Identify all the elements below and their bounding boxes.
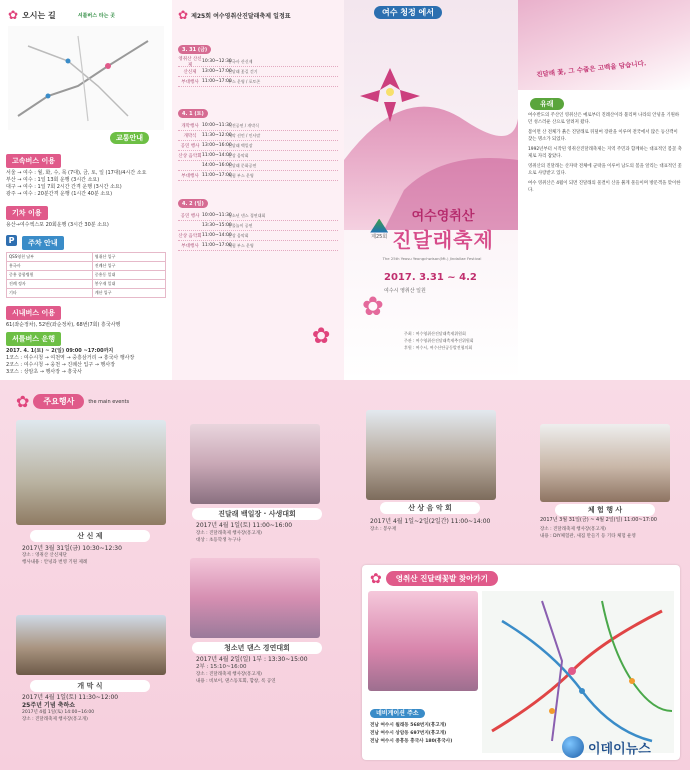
event-detail: 부스 운영 / 포토존 xyxy=(228,78,261,84)
event-info-line: 장소 : 봉우재 xyxy=(370,527,397,532)
shuttle-section xyxy=(6,326,166,376)
event-detail: 진달래 백일장 xyxy=(228,142,253,148)
event-date: 2017년 3월 31일(금) ~ 4월 2일(일) 11:00~17:00 xyxy=(540,517,657,523)
table-cell: 중흥 종합병원 xyxy=(7,271,93,280)
origin-panel xyxy=(518,0,690,380)
event-name: 부대행사 xyxy=(181,173,199,179)
day-date: 3. 31 (금) xyxy=(178,45,211,54)
table-cell: 기타 xyxy=(7,289,93,298)
event-info-line: 2017년 4월 1일(토) 14:00~16:00 xyxy=(22,710,95,715)
train-title: 기차 이용 xyxy=(6,206,48,220)
event-title: 개 막 식 xyxy=(30,680,150,692)
event-photo xyxy=(16,615,166,675)
map-header xyxy=(370,571,498,586)
event-title: 청소년 댄스 경연대회 xyxy=(192,642,322,654)
shuttle-title: 셔틀버스 운행 xyxy=(6,332,61,346)
events-subtitle: the main events xyxy=(88,398,130,405)
event-info xyxy=(22,702,168,723)
table-row xyxy=(7,253,166,262)
event-time: 10:00~11:30 xyxy=(202,123,232,128)
event-name: 부대행사 xyxy=(181,243,199,249)
directions-panel xyxy=(0,0,172,380)
event-date: 2017년 3월 31일(금) 10:30~12:30 xyxy=(22,545,122,552)
event-title: 산 상 음 악 회 xyxy=(380,502,480,514)
event-name: 산신제 xyxy=(183,69,197,75)
directions-header xyxy=(8,8,115,22)
organizer-line: 후원 : 여수시, 여수산단공동발전협의회 xyxy=(404,345,473,350)
mountain-illustration xyxy=(344,40,518,230)
origin-paragraph: 여수반도의 주산인 영취산은 예로부터 진례산이라 불리며 나라의 안녕을 기원하던 성스러운 산으로 알려져 왔다. xyxy=(528,113,680,125)
event-date: 2017년 4월 1일(토) 11:30~12:00 xyxy=(22,694,119,701)
schedule-row xyxy=(178,241,338,251)
flower-icon: ✿ xyxy=(370,570,382,587)
express-line: 부산 → 여수 : 1일 13회 운행 (3시간 소요) xyxy=(6,177,100,183)
event-time: 14:00~16:00 xyxy=(202,163,232,168)
origin-header xyxy=(530,98,564,110)
event-detail: 개막 선언 / 인사말 xyxy=(228,132,261,138)
nav-line: 전남 여수시 월래동 568번지(흥고개) xyxy=(370,723,447,728)
map-title: 영취산 진달래꽃밭 찾아가기 xyxy=(386,571,498,586)
schedule-row xyxy=(178,57,338,67)
cover-title-big: 진달래축제 xyxy=(392,228,494,252)
nav-line: 전남 여수시 상암동 697번지(흥고개) xyxy=(370,731,447,736)
event-time: 11:00~14:00 xyxy=(202,153,232,158)
schedule-row xyxy=(178,211,338,221)
event-info-line: 장소 : 진달래축제 행사장(흥고개) xyxy=(22,717,88,722)
schedule-row xyxy=(178,131,338,141)
origin-paragraph: 1992년부터 시작된 영취산진달래축제는 지역 주민과 함께하는 대표적인 봄꽃 축제로 자리 잡았다. xyxy=(528,147,682,159)
cover-organizers xyxy=(404,330,474,351)
parking-table xyxy=(6,252,166,298)
event-detail: 산상 음악회 xyxy=(228,232,249,238)
schedule-row xyxy=(178,151,338,161)
day-date: 4. 2 (일) xyxy=(178,199,208,208)
event-detail: 진달래 꽃길 걷기 xyxy=(228,68,258,74)
route-map xyxy=(8,26,164,130)
event-info-line: 장소 : 영취산 산신제단 xyxy=(22,553,67,558)
event-title: 진달래 백일장 · 사생대회 xyxy=(192,508,322,520)
event-detail: 체험 부스 운영 xyxy=(228,242,254,248)
table-cell: 진례 정자 xyxy=(7,280,93,289)
schedule-row xyxy=(178,161,338,171)
event-time: 11:00~17:00 xyxy=(202,79,232,84)
event-title: 산 신 제 xyxy=(30,530,150,542)
event-name: 개막식 xyxy=(183,133,197,139)
table-cell: 봉우재 일대 xyxy=(92,280,165,289)
event-info-line: 25주년 기념 축하쇼 xyxy=(22,702,76,709)
origin-paragraph: 영취산의 진달래는 산자락 전체에 군락을 이루어 남도의 봄을 알리는 대표적인 꽃으로 사랑받고 있다. xyxy=(528,164,682,176)
events-section xyxy=(0,380,690,770)
flower-icon: ✿ xyxy=(362,292,384,322)
event-detail: 체험 부스 운영 xyxy=(228,172,254,178)
event-date: 2017년 4월 1일~2일(2일간) 11:00~14:00 xyxy=(370,518,491,525)
table-row xyxy=(7,289,166,298)
event-title: 체 험 행 사 xyxy=(555,504,655,516)
event-info-line: 대상 : 초등학생 누구나 xyxy=(196,538,241,543)
event-detail: 진달래 문화공연 xyxy=(228,162,257,168)
mountain-logo-icon xyxy=(370,219,388,233)
schedule-row xyxy=(178,171,338,181)
map-card xyxy=(362,565,680,760)
event-time: 10:30~12:30 xyxy=(202,59,232,64)
road-map xyxy=(482,591,674,753)
event-time: 11:00~17:00 xyxy=(202,173,232,178)
event-photo xyxy=(190,424,320,504)
event-info-line: 장소 : 진달래축제 행사장(흥고개) xyxy=(196,672,262,677)
event-date: 2017년 4월 1일(토) 11:00~16:00 xyxy=(196,522,293,529)
shuttle-date: 2017. 4. 1(토) ~ 2(일) 09:00 ~17:00까지 xyxy=(6,348,114,354)
event-detail: 흥국사 산신제 xyxy=(228,58,253,64)
event-name: 개막행사 xyxy=(181,123,199,129)
event-detail: 풍물놀이 공연 xyxy=(228,222,253,228)
table-row xyxy=(7,271,166,280)
cover-panel xyxy=(344,0,518,380)
event-info-line: 내용 : 비보이, 댄스동호회, 합창, 록 공연 xyxy=(196,679,276,684)
origin-title: 유래 xyxy=(530,98,564,110)
schedule-row xyxy=(178,77,338,87)
flower-icon: ✿ xyxy=(178,8,189,22)
shuttle-line: 3코스 : 상암초 → 행사장 → 흥국사 xyxy=(6,369,82,375)
citybus-section xyxy=(6,300,166,329)
cover-slogan: 여수 청정 에서 xyxy=(374,6,442,19)
cover-title-block xyxy=(358,205,506,261)
event-info xyxy=(540,526,686,540)
train-line: 용산→여수엑스포 20회운행 (3시간 30분 소요) xyxy=(6,222,109,228)
express-line: 서울 → 여수 : 월, 화, 수, 목 (7대), 금, 토, 일 (17대)/4시간 소요 xyxy=(6,170,147,176)
event-detail: 청소년 댄스 경연대회 xyxy=(228,212,266,218)
table-cell: 계산 입구 xyxy=(92,289,165,298)
nav-line: 전남 여수시 중흥동 흥국사 180(흥국사) xyxy=(370,739,453,744)
cover-location: 여수시 영취산 일원 xyxy=(384,288,426,294)
parking-section xyxy=(6,230,166,298)
citybus-title: 시내버스 이용 xyxy=(6,306,61,320)
event-info-line: 2부 : 15:10~16:00 xyxy=(196,664,247,670)
watermark xyxy=(562,736,651,758)
event-info xyxy=(370,526,510,533)
event-time: 11:00~17:00 xyxy=(202,243,232,248)
day-rows xyxy=(178,211,338,251)
event-info-line: 장소 : 진달래축제 행사장(흥고개) xyxy=(540,527,606,532)
schedule-panel xyxy=(172,0,344,380)
table-cell: QSS영천 남부 xyxy=(7,253,93,262)
parking-title: 주차 안내 xyxy=(22,236,64,250)
express-bus-section xyxy=(6,148,166,198)
schedule-title: 제25회 여수영취산진달래축제 일정표 xyxy=(191,12,291,20)
origin-paragraph: 여수 영취산은 4월이 되면 진달래의 물결이 산을 붉게 물들이며 방문객을 맞이한다. xyxy=(528,181,681,193)
table-cell: 흥국사 xyxy=(7,262,93,271)
origin-text xyxy=(528,112,682,194)
flower-icon: ✿ xyxy=(16,391,30,411)
event-info xyxy=(22,552,168,566)
day-rows xyxy=(178,57,338,87)
flower-icon: ✿ xyxy=(8,8,19,22)
event-time: 13:30~15:00 xyxy=(202,223,232,228)
event-date: 2017년 4월 2일(일) 1부 : 13:30~15:00 xyxy=(196,656,308,663)
origin-quote: 진달래 꽃, 그 수줍은 고백을 담습니다. xyxy=(535,59,647,79)
map-photo xyxy=(368,591,478,691)
organizer-line: 주관 : 여수영취산진달래축제추진위원회 xyxy=(404,338,474,343)
day-date: 4. 1 (토) xyxy=(178,109,208,118)
shuttle-line: 2코스 : 여수시청 → 웅천 → 진례산 입구 → 행사장 xyxy=(6,362,116,368)
event-info-line: 행사내용 : 안녕과 번영 기원 제례 xyxy=(22,560,88,565)
event-info-line: 장소 : 진달래축제 행사장(흥고개) xyxy=(196,531,262,536)
event-info xyxy=(196,530,336,544)
table-cell: 진례산 입구 xyxy=(92,262,165,271)
citybus-line: 61(좌순정차), 52번(좌순정차), 68번(7회) 흥국사행 xyxy=(6,322,121,328)
nav-title: 네비게이션 주소 xyxy=(370,709,425,718)
event-name: 영취산 산신제 xyxy=(178,56,202,68)
event-name: 부대행사 xyxy=(181,79,199,85)
day-block xyxy=(178,100,338,181)
event-photo xyxy=(16,420,166,525)
train-section xyxy=(6,200,166,229)
schedule-row xyxy=(178,221,338,231)
events-header xyxy=(16,391,130,411)
shuttle-line: 1코스 : 여수시청 → 여천역 → 중흥삼거리 → 흥국사 행사장 xyxy=(6,355,135,361)
event-time: 13:00~17:00 xyxy=(202,69,232,74)
event-time: 13:00~16:00 xyxy=(202,143,232,148)
day-rows xyxy=(178,121,338,181)
event-name: 공연 행사 xyxy=(180,213,200,219)
table-row xyxy=(7,280,166,289)
edition-label: 제25회 xyxy=(371,233,388,240)
express-line: 대구 → 여수 : 1일 7회 2시간 간격 운행 (3시간 소요) xyxy=(6,184,122,190)
event-name: 산상 음악회 xyxy=(178,153,202,159)
flower-icon: ✿ xyxy=(312,324,331,349)
organizer-line: 주최 : 여수영취산진달래축제위원회 xyxy=(404,331,466,336)
schedule-row xyxy=(178,231,338,241)
directions-title: 오시는 길 xyxy=(22,10,56,20)
schedule-row xyxy=(178,141,338,151)
event-detail: 식전공연 / 개막식 xyxy=(228,122,259,128)
event-photo xyxy=(190,558,320,638)
event-time: 11:30~12:00 xyxy=(202,133,232,138)
shuttle-tag: 셔틀버스 타는 곳 xyxy=(77,12,116,19)
table-row xyxy=(7,262,166,271)
schedule-row xyxy=(178,67,338,77)
event-info xyxy=(196,664,346,685)
express-line: 광주 → 여수 : 20분간격 운행 (1시간 40분 소요) xyxy=(6,191,113,197)
day-block xyxy=(178,190,338,251)
table-cell: 중흥동 일대 xyxy=(92,271,165,280)
day-block xyxy=(178,36,338,87)
origin-paragraph: 봄이면 산 전체가 붉은 진달래로 뒤덮여 장관을 이루며 전국에서 많은 등산객이 찾는 명소가 되었다. xyxy=(528,130,678,142)
globe-logo-icon xyxy=(562,736,584,758)
event-time: 11:00~14:00 xyxy=(202,233,232,238)
express-bus-title: 고속버스 이용 xyxy=(6,154,61,168)
event-time: 10:00~11:30 xyxy=(202,213,232,218)
events-title: 주요행사 xyxy=(33,394,84,409)
watermark-text: 이데이뉴스 xyxy=(588,741,651,757)
schedule-row xyxy=(178,121,338,131)
event-photo xyxy=(540,424,670,502)
event-name: 산상 음악회 xyxy=(178,233,202,239)
event-photo xyxy=(366,410,496,500)
parking-icon: P xyxy=(6,235,17,246)
table-cell: 영취산 입구 xyxy=(92,253,165,262)
schedule-header xyxy=(178,8,291,22)
event-name: 공연 행사 xyxy=(180,143,200,149)
nav-address xyxy=(370,700,480,746)
event-detail: 산상 음악회 xyxy=(228,152,249,158)
event-info-line: 내용 : DIY체험관, 새집 만들기 등 기타 체험 운영 xyxy=(540,534,636,539)
traffic-badge: 교통안내 xyxy=(110,132,149,144)
cover-dates: 2017. 3.31 ~ 4.2 xyxy=(384,272,477,283)
edition-emblem xyxy=(370,219,388,240)
cover-english: The 25th Yeosu Yeongchwisan(Mt.) Jindallae Festival xyxy=(382,256,482,261)
cover-title-small: 여수영취산 xyxy=(411,209,475,224)
